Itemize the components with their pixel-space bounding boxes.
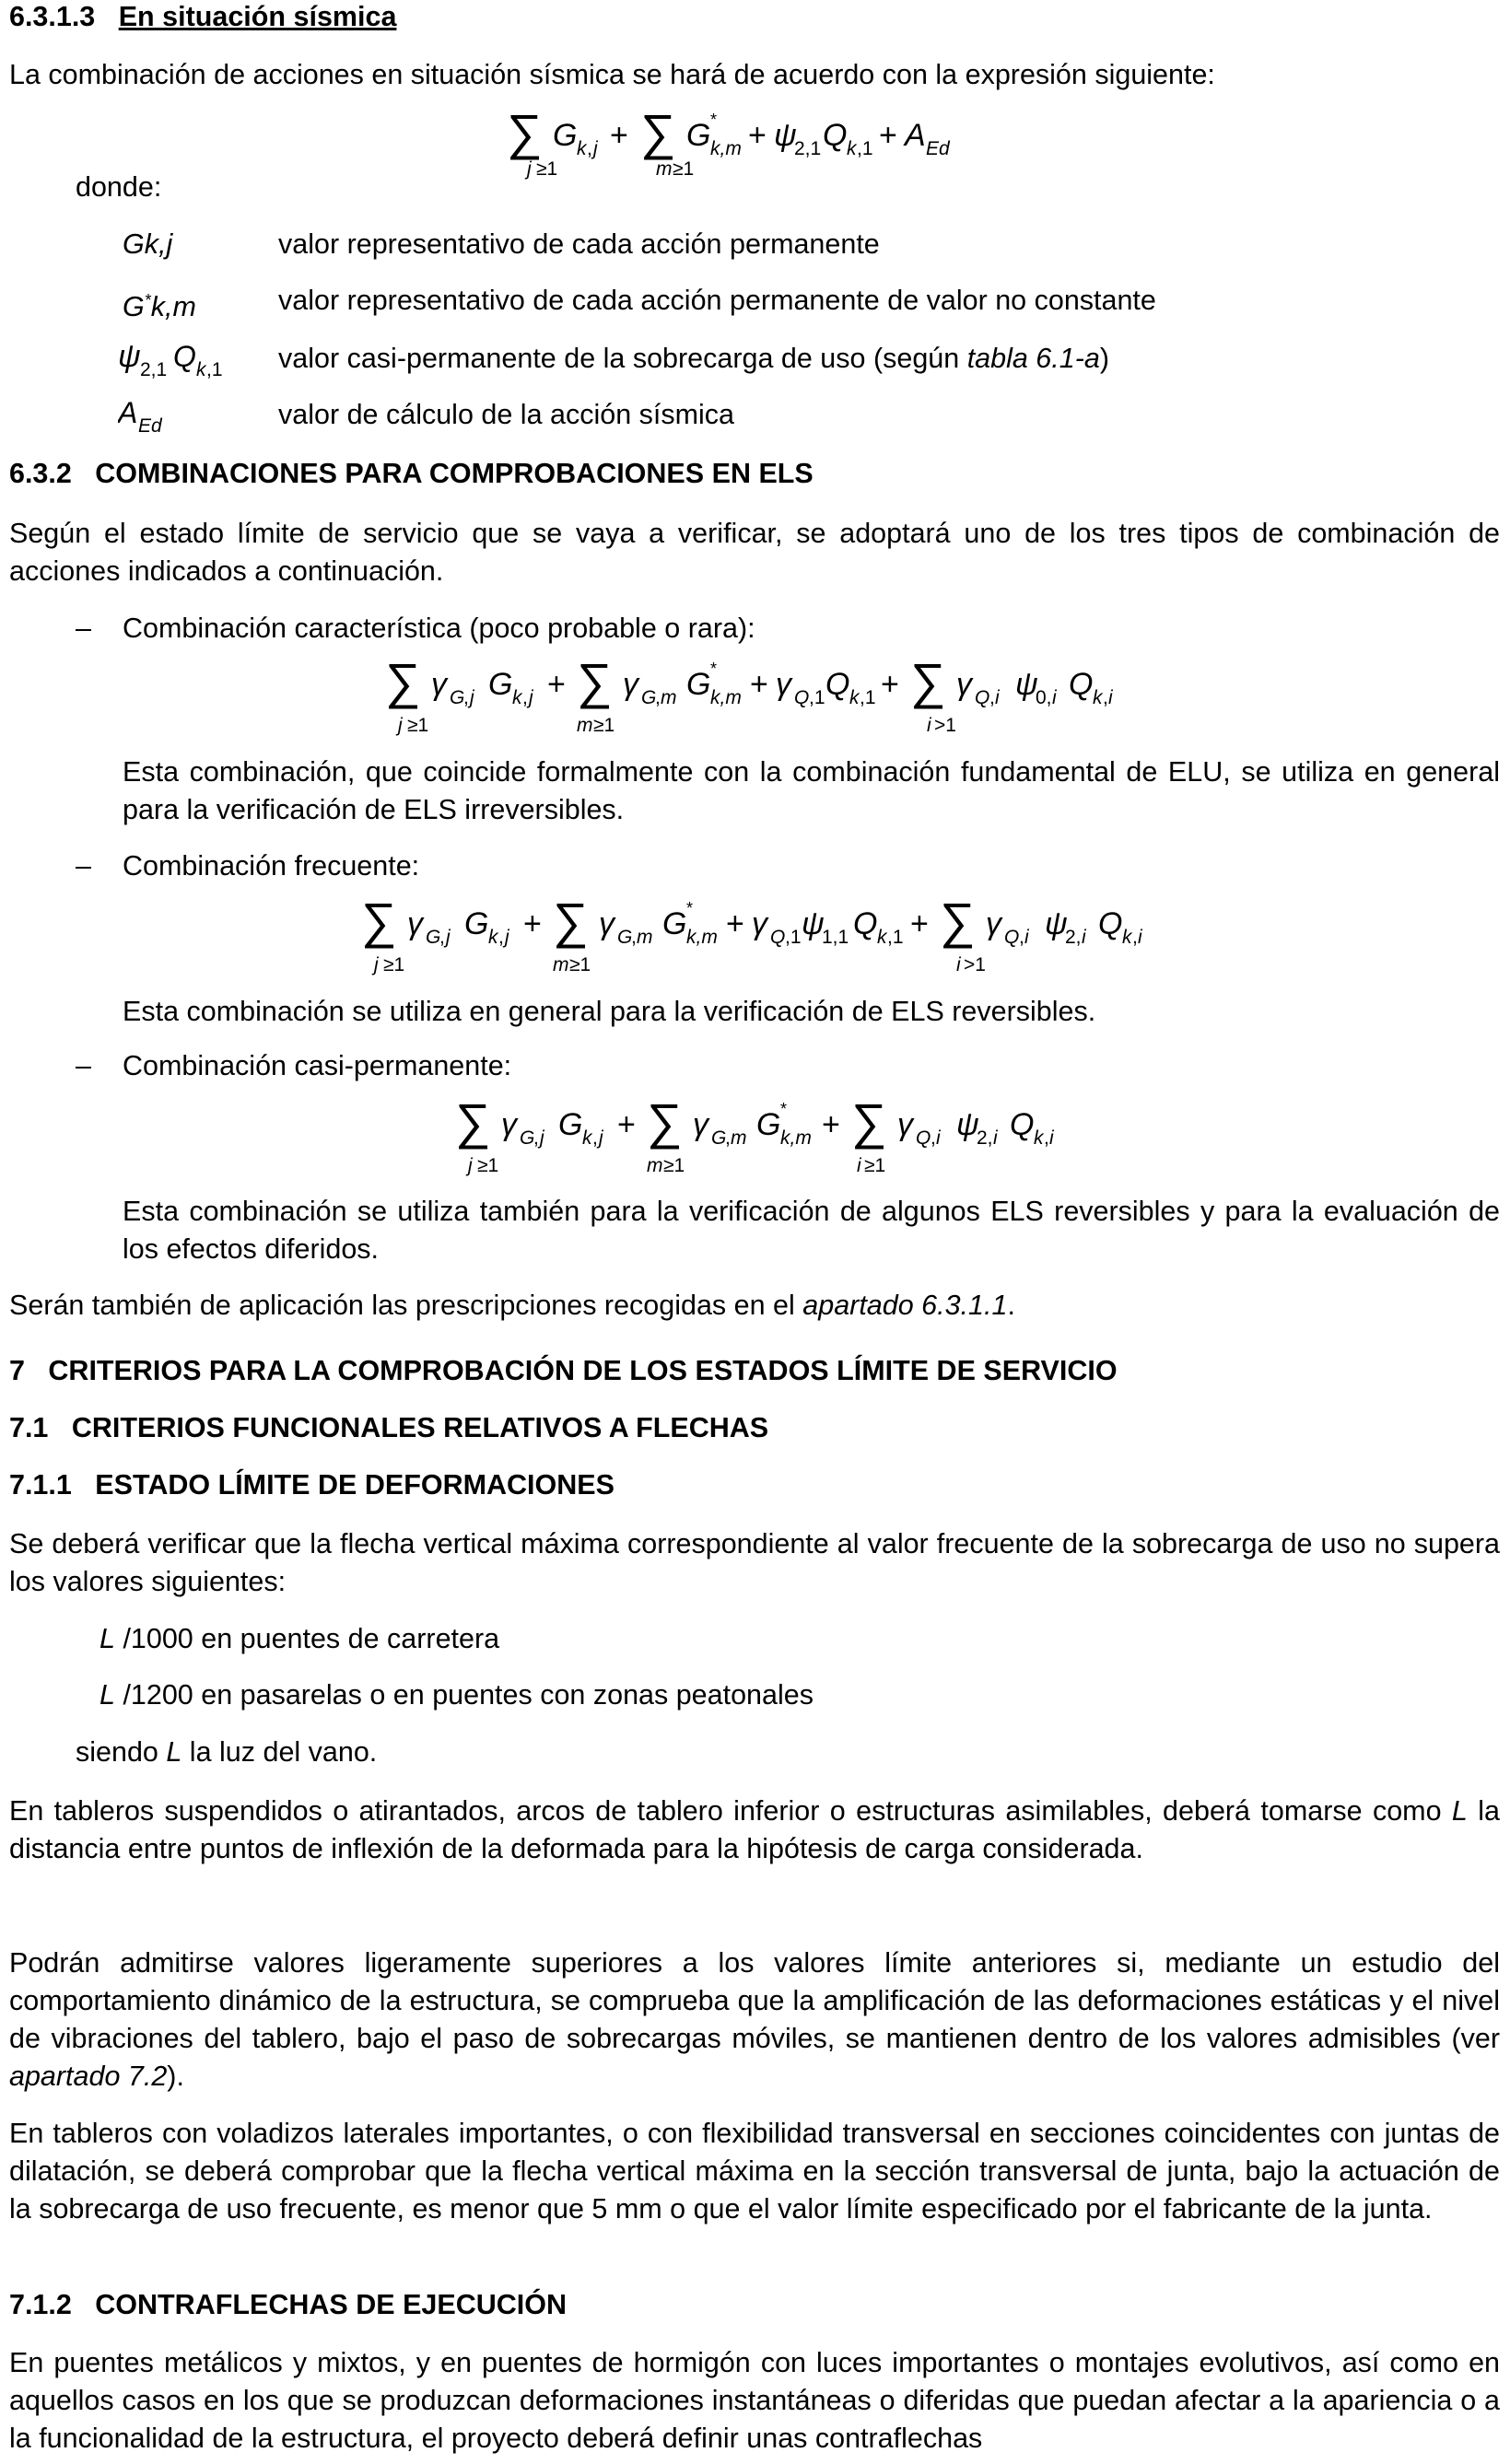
svg-text:2,: 2, bbox=[1065, 927, 1082, 948]
svg-text:0,: 0, bbox=[1036, 687, 1052, 708]
svg-text:j: j bbox=[505, 927, 509, 948]
svg-text:j: j bbox=[540, 1127, 544, 1149]
svg-text:≥1: ≥1 bbox=[536, 158, 558, 180]
svg-text:,: , bbox=[463, 687, 469, 708]
svg-text:∑: ∑ bbox=[361, 893, 397, 949]
svg-text:1,1: 1,1 bbox=[822, 927, 849, 948]
svg-text:Q: Q bbox=[853, 906, 878, 941]
svg-text:G: G bbox=[558, 1107, 583, 1142]
svg-text:2,1: 2,1 bbox=[140, 359, 168, 380]
paragraph-dinamico: Podrán admitirse valores ligeramente superiores a los valores límite anteriores si, mediante un estudio del comportamiento dinámico de la estructura, se comprueba que la amplificación de las deformaciones estáticas y el nivel de vibraciones del tablero, bajo el paso de sobrecargas móviles, se mantienen dentro de los valores admisibles (ver apartado 7.2). bbox=[9, 1947, 1500, 2092]
svg-text:m: m bbox=[656, 158, 673, 180]
svg-text:γ: γ bbox=[501, 1107, 517, 1142]
svg-text:∑: ∑ bbox=[385, 654, 421, 709]
svg-text:γ: γ bbox=[776, 667, 791, 702]
svg-text:i: i bbox=[995, 687, 1000, 708]
section-number: 6.3.1.3 bbox=[9, 1, 96, 32]
symbol-psi21-qk1 bbox=[118, 333, 247, 389]
svg-text:+: + bbox=[881, 667, 899, 702]
svg-text:+: + bbox=[750, 667, 768, 702]
svg-text:G: G bbox=[464, 906, 489, 941]
list-dash: – bbox=[76, 1050, 91, 1081]
svg-text:Ed: Ed bbox=[926, 138, 950, 159]
paragraph-frecuente: Esta combinación se utiliza en general para la verificación de ELS reversibles. bbox=[123, 996, 1096, 1027]
svg-text:k: k bbox=[1034, 1127, 1044, 1149]
list-item-caracteristica: Combinación característica (poco probable o rara): bbox=[123, 613, 755, 644]
section-number: 7 bbox=[9, 1355, 25, 1386]
svg-text:γ: γ bbox=[623, 667, 638, 702]
section-reference: apartado 7.2 bbox=[9, 2061, 168, 2092]
svg-text:∑: ∑ bbox=[577, 654, 613, 709]
svg-text:ψ: ψ bbox=[1045, 906, 1068, 941]
svg-text:i: i bbox=[1138, 927, 1142, 948]
section-number: 6.3.2 bbox=[9, 458, 72, 489]
limit-carretera: L /1000 en puentes de carretera bbox=[99, 1623, 500, 1654]
paragraph-seismic-intro: La combinación de acciones en situación sísmica se hará de acuerdo con la expresión siguiente: bbox=[9, 59, 1215, 90]
svg-text:∑: ∑ bbox=[507, 105, 543, 160]
svg-text:,1: ,1 bbox=[785, 927, 802, 948]
definition-aed: valor de cálculo de la acción sísmica bbox=[278, 399, 735, 430]
svg-text:G: G bbox=[662, 906, 687, 941]
svg-text:∑: ∑ bbox=[647, 1094, 683, 1150]
svg-text:i: i bbox=[857, 1155, 861, 1176]
list-item-casi-permanente: Combinación casi-permanente: bbox=[123, 1050, 512, 1081]
svg-text:m: m bbox=[731, 1127, 747, 1149]
section-title: CRITERIOS FUNCIONALES RELATIVOS A FLECHAS bbox=[71, 1412, 769, 1443]
svg-text:,: , bbox=[439, 927, 445, 948]
paragraph-voladizos: En tableros con voladizos laterales importantes, o con flexibilidad transversal en secciones coincidentes con juntas de dilatación, se deberá comprobar que la flecha vertical máxima en la sección transversal de junta, bajo la actuación de la sobrecarga de uso frecuente, es menor que 5 mm o que el valor límite especificado por el fabricante de la junta. bbox=[9, 2118, 1500, 2225]
svg-text:j: j bbox=[529, 687, 533, 708]
svg-text:k: k bbox=[577, 138, 587, 159]
formula-seismic bbox=[507, 101, 986, 184]
svg-text:Q: Q bbox=[1069, 667, 1094, 702]
svg-text:*: * bbox=[780, 1100, 788, 1118]
section-title: COMBINACIONES PARA COMPROBACIONES EN ELS bbox=[95, 458, 814, 489]
svg-text:ψ: ψ bbox=[1015, 667, 1038, 702]
svg-text:i: i bbox=[936, 1127, 941, 1149]
svg-text:j: j bbox=[470, 687, 474, 708]
svg-text:,1: ,1 bbox=[887, 927, 904, 948]
svg-text:≥1: ≥1 bbox=[593, 715, 615, 736]
section-title: ESTADO LÍMITE DE DEFORMACIONES bbox=[95, 1469, 615, 1501]
svg-text:2,: 2, bbox=[977, 1127, 993, 1149]
formula-frecuente bbox=[361, 890, 1172, 982]
svg-text:+: + bbox=[910, 906, 929, 941]
svg-text:≥1: ≥1 bbox=[383, 954, 405, 975]
svg-text:i: i bbox=[1024, 927, 1029, 948]
svg-text:,: , bbox=[1132, 927, 1138, 948]
svg-text:Q: Q bbox=[770, 927, 786, 948]
symbol-gkj: Gk,j bbox=[123, 228, 173, 260]
svg-text:ψ: ψ bbox=[802, 906, 825, 941]
svg-text:j: j bbox=[593, 138, 598, 159]
svg-text:Q: Q bbox=[1010, 1107, 1035, 1142]
svg-text:G: G bbox=[553, 118, 578, 153]
svg-text:+: + bbox=[610, 118, 628, 153]
limit-pasarelas: L /1200 en pasarelas o en puentes con zonas peatonales bbox=[99, 1679, 814, 1711]
table-reference: tabla 6.1-a bbox=[966, 343, 1100, 374]
svg-text:∑: ∑ bbox=[851, 1094, 887, 1150]
svg-text:γ: γ bbox=[599, 906, 615, 941]
paragraph-els-intro: Según el estado límite de servicio que se vaya a verificar, se adoptará uno de los tres tipos de combinación de acciones indicados a continuación. bbox=[9, 518, 1500, 587]
list-item-frecuente: Combinación frecuente: bbox=[123, 850, 420, 882]
svg-text:∑: ∑ bbox=[455, 1094, 491, 1150]
svg-text:+: + bbox=[547, 667, 566, 702]
svg-text:j: j bbox=[527, 158, 532, 180]
svg-text:ψ: ψ bbox=[118, 339, 141, 374]
svg-text:k,m: k,m bbox=[710, 687, 742, 708]
svg-text:k: k bbox=[488, 927, 498, 948]
svg-text:γ: γ bbox=[431, 667, 447, 702]
svg-text:>1: >1 bbox=[934, 715, 956, 736]
svg-text:i: i bbox=[1052, 687, 1057, 708]
section-heading-632 bbox=[9, 455, 814, 493]
svg-text:G: G bbox=[756, 1107, 781, 1142]
svg-text:k,m: k,m bbox=[686, 927, 718, 948]
svg-text:2,1: 2,1 bbox=[794, 138, 822, 159]
svg-text:i: i bbox=[1082, 927, 1086, 948]
svg-text:A: A bbox=[905, 118, 926, 153]
formula-casi-permanente bbox=[455, 1091, 1082, 1183]
svg-text:γ: γ bbox=[986, 906, 1001, 941]
svg-text:Q: Q bbox=[823, 118, 848, 153]
svg-text:A: A bbox=[118, 396, 138, 429]
svg-text:Q: Q bbox=[825, 667, 850, 702]
list-dash: – bbox=[76, 850, 91, 882]
paragraph-caracteristica: Esta combinación, que coincide formalmente con la combinación fundamental de ELU, se utiliza en general para la verificación de ELS irreversibles. bbox=[123, 756, 1500, 825]
svg-text:≥1: ≥1 bbox=[663, 1155, 685, 1176]
svg-text:k: k bbox=[877, 927, 887, 948]
svg-text:Q: Q bbox=[1004, 927, 1020, 948]
svg-text:G: G bbox=[450, 687, 465, 708]
svg-text:i: i bbox=[927, 715, 931, 736]
paragraph-casi-permanente: Esta combinación se utiliza también para la verificación de algunos ELS reversibles y para la evaluación de los efectos diferidos. bbox=[123, 1196, 1500, 1265]
svg-text:,: , bbox=[725, 1127, 731, 1149]
svg-text:G: G bbox=[488, 667, 513, 702]
svg-text:γ: γ bbox=[752, 906, 767, 941]
svg-text:G: G bbox=[641, 687, 657, 708]
section-title: CRITERIOS PARA LA COMPROBACIÓN DE LOS ESTADOS LÍMITE DE SERVICIO bbox=[48, 1355, 1118, 1386]
svg-text:m: m bbox=[647, 1155, 663, 1176]
svg-text:j: j bbox=[599, 1127, 603, 1149]
svg-text:k: k bbox=[512, 687, 522, 708]
svg-text:i: i bbox=[993, 1127, 998, 1149]
svg-text:,: , bbox=[498, 927, 504, 948]
section-title: CONTRAFLECHAS DE EJECUCIÓN bbox=[95, 2289, 568, 2320]
svg-text:G: G bbox=[686, 667, 711, 702]
svg-text:G: G bbox=[711, 1127, 727, 1149]
svg-text:>1: >1 bbox=[964, 954, 986, 975]
svg-text:i: i bbox=[956, 954, 961, 975]
svg-text:Ed: Ed bbox=[138, 415, 162, 437]
svg-text:,: , bbox=[931, 1127, 936, 1149]
section-heading-712 bbox=[9, 2286, 567, 2324]
svg-text:m: m bbox=[577, 715, 593, 736]
definition-gkj: valor representativo de cada acción permanente bbox=[278, 228, 880, 260]
svg-text:*: * bbox=[710, 111, 718, 129]
section-title: En situación sísmica bbox=[118, 1, 397, 32]
svg-text:≥1: ≥1 bbox=[407, 715, 429, 736]
svg-text:,1: ,1 bbox=[206, 359, 223, 380]
svg-text:,: , bbox=[631, 927, 637, 948]
donde-label: donde: bbox=[76, 171, 162, 203]
svg-text:,: , bbox=[989, 687, 995, 708]
siendo-l: siendo L la luz del vano. bbox=[76, 1736, 378, 1768]
svg-text:Q: Q bbox=[975, 687, 990, 708]
svg-text:i: i bbox=[1108, 687, 1113, 708]
svg-text:m: m bbox=[637, 927, 653, 948]
svg-text:+: + bbox=[748, 118, 767, 153]
svg-text:Q: Q bbox=[916, 1127, 931, 1149]
svg-text:+: + bbox=[726, 906, 744, 941]
svg-text:+: + bbox=[822, 1107, 840, 1142]
section-reference: apartado 6.3.1.1 bbox=[802, 1290, 1008, 1321]
symbol-gkm: G*k,m bbox=[123, 291, 196, 323]
svg-text:≥1: ≥1 bbox=[673, 158, 695, 180]
svg-text:,: , bbox=[592, 1127, 598, 1149]
svg-text:j: j bbox=[398, 715, 403, 736]
svg-text:,: , bbox=[655, 687, 661, 708]
section-number: 7.1.2 bbox=[9, 2289, 72, 2320]
svg-text:Q: Q bbox=[1098, 906, 1123, 941]
svg-text:,: , bbox=[1044, 1127, 1049, 1149]
section-heading-7 bbox=[9, 1352, 1118, 1390]
svg-text:ψ: ψ bbox=[774, 118, 797, 153]
formula-caracteristica bbox=[385, 650, 1141, 742]
definition-psi21: valor casi-permanente de la sobrecarga de uso (según tabla 6.1-a) bbox=[278, 343, 1109, 374]
paragraph-suspendidos: En tableros suspendidos o atirantados, arcos de tablero inferior o estructuras asimilables, deberá tomarse como L la distancia entre puntos de inflexión de la deformada para la hipótesis de carga considerada. bbox=[9, 1795, 1500, 1864]
svg-text:k: k bbox=[196, 359, 206, 380]
svg-text:+: + bbox=[523, 906, 542, 941]
svg-text:+: + bbox=[879, 118, 897, 153]
svg-text:k,m: k,m bbox=[780, 1127, 812, 1149]
svg-text:m: m bbox=[661, 687, 677, 708]
svg-text:j: j bbox=[374, 954, 379, 975]
section-heading-711 bbox=[9, 1466, 615, 1504]
svg-text:γ: γ bbox=[897, 1107, 913, 1142]
section-heading-71 bbox=[9, 1409, 768, 1447]
definition-gkm: valor representativo de cada acción permanente de valor no constante bbox=[278, 285, 1156, 316]
svg-text:G: G bbox=[426, 927, 441, 948]
svg-text:G: G bbox=[520, 1127, 535, 1149]
paragraph-flecha-intro: Se deberá verificar que la flecha vertical máxima correspondiente al valor frecuente de la sobrecarga de uso no supera los valores siguientes: bbox=[9, 1528, 1500, 1597]
svg-text:γ: γ bbox=[407, 906, 423, 941]
svg-text:k: k bbox=[847, 138, 857, 159]
svg-text:+: + bbox=[617, 1107, 636, 1142]
svg-text:G: G bbox=[686, 118, 711, 153]
svg-text:,: , bbox=[522, 687, 528, 708]
svg-text:ψ: ψ bbox=[956, 1107, 979, 1142]
svg-text:γ: γ bbox=[956, 667, 972, 702]
svg-text:i: i bbox=[1049, 1127, 1054, 1149]
svg-text:,: , bbox=[1019, 927, 1024, 948]
svg-text:γ: γ bbox=[693, 1107, 708, 1142]
svg-text:≥1: ≥1 bbox=[477, 1155, 499, 1176]
svg-text:∑: ∑ bbox=[553, 893, 589, 949]
paragraph-contraflechas: En puentes metálicos y mixtos, y en puentes de hormigón con luces importantes o montajes evolutivos, así como en aquellos casos en los que se produzcan deformaciones instantáneas o diferidas que puedan afectar a la apariencia o a la funcionalidad de la estructura, el proyecto deberá definir unas contraflechas bbox=[9, 2347, 1500, 2454]
svg-text:j: j bbox=[468, 1155, 473, 1176]
svg-text:k,m: k,m bbox=[710, 138, 742, 159]
symbol-aed bbox=[118, 391, 210, 443]
svg-text:G: G bbox=[617, 927, 633, 948]
svg-text:Q: Q bbox=[173, 340, 196, 373]
paragraph-closing: Serán también de aplicación las prescripciones recogidas en el apartado 6.3.1.1. bbox=[9, 1290, 1015, 1321]
svg-text:,1: ,1 bbox=[857, 138, 873, 159]
svg-text:,: , bbox=[1103, 687, 1108, 708]
svg-text:∑: ∑ bbox=[910, 654, 946, 709]
svg-text:m: m bbox=[553, 954, 569, 975]
svg-text:≥1: ≥1 bbox=[569, 954, 591, 975]
svg-text:∑: ∑ bbox=[640, 105, 676, 160]
svg-text:,1: ,1 bbox=[860, 687, 876, 708]
svg-text:k: k bbox=[1093, 687, 1103, 708]
svg-text:Q: Q bbox=[794, 687, 810, 708]
section-number: 7.1.1 bbox=[9, 1469, 72, 1501]
svg-text:∑: ∑ bbox=[940, 893, 976, 949]
svg-text:*: * bbox=[710, 660, 718, 678]
section-heading-6313 bbox=[9, 0, 396, 36]
svg-text:k: k bbox=[582, 1127, 592, 1149]
svg-text:≥1: ≥1 bbox=[864, 1155, 886, 1176]
svg-text:,: , bbox=[533, 1127, 539, 1149]
svg-text:k: k bbox=[849, 687, 860, 708]
section-number: 7.1 bbox=[9, 1412, 49, 1443]
list-dash: – bbox=[76, 613, 91, 644]
svg-text:,: , bbox=[587, 138, 592, 159]
svg-text:k: k bbox=[1122, 927, 1132, 948]
svg-text:,1: ,1 bbox=[809, 687, 825, 708]
svg-text:*: * bbox=[686, 899, 694, 917]
svg-text:j: j bbox=[446, 927, 451, 948]
